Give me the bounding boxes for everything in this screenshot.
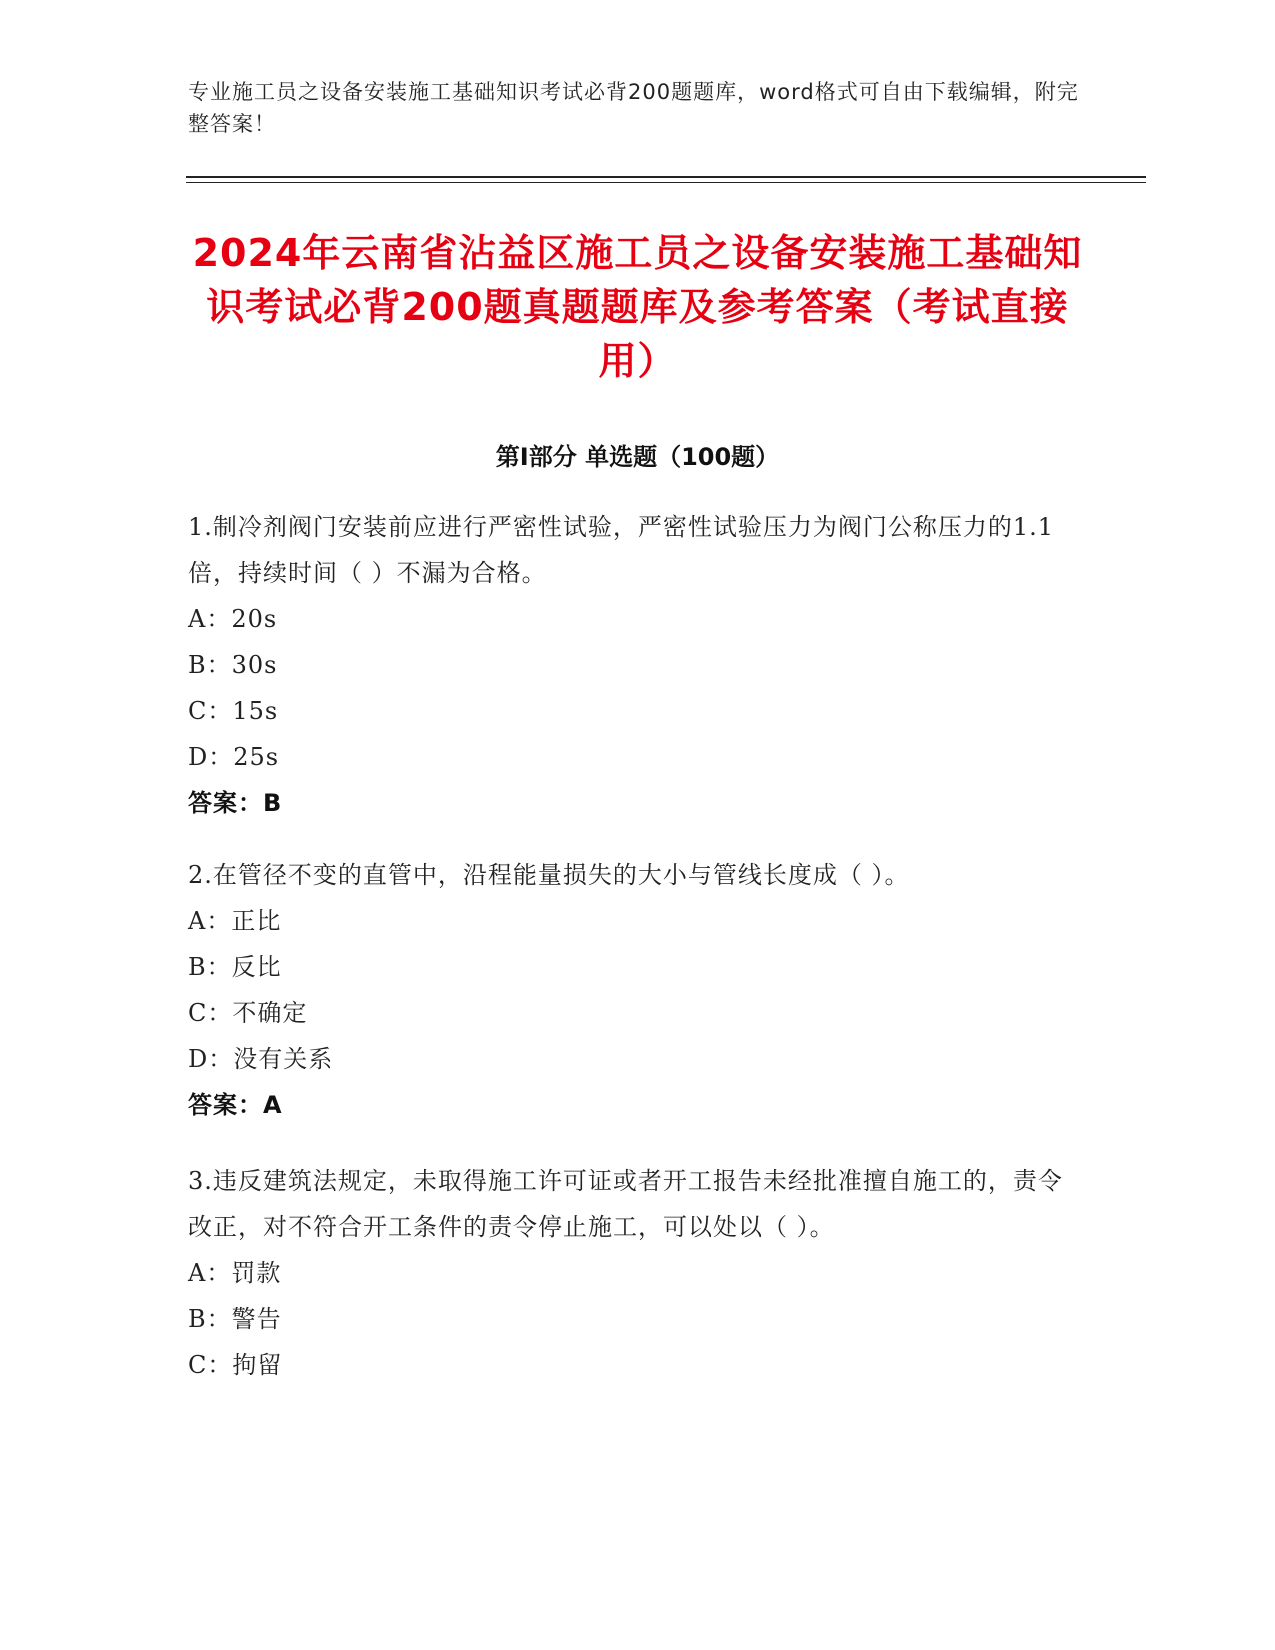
question-2 — [188, 852, 1068, 1128]
answer-label: 答案：A — [188, 1091, 283, 1119]
option-b: B：反比 — [188, 953, 282, 981]
option-c: C：15s — [188, 697, 279, 725]
header-note: 专业施工员之设备安装施工基础知识考试必背200题题库，word格式可自由下载编辑，附完整答案！ — [188, 80, 1079, 136]
option-d: D：没有关系 — [188, 1045, 334, 1073]
option-a: A：罚款 — [188, 1259, 282, 1287]
question-3 — [188, 1158, 1068, 1388]
header-divider-thin — [186, 182, 1146, 183]
option-a: A：正比 — [188, 907, 282, 935]
option-b: B：警告 — [188, 1305, 282, 1333]
question-stem: 2.在管径不变的直管中，沿程能量损失的大小与管线长度成（ ）。 — [188, 861, 910, 889]
question-1 — [188, 504, 1068, 826]
option-a: A：20s — [188, 605, 278, 633]
answer-label: 答案：B — [188, 789, 283, 817]
section-heading: 第I部分 单选题（100题） — [495, 443, 780, 471]
option-b: B：30s — [188, 651, 278, 679]
document-title: 2024年云南省沾益区施工员之设备安装施工基础知识考试必背200题真题题库及参考答案（考试直接用） — [192, 231, 1083, 383]
question-stem: 1.制冷剂阀门安装前应进行严密性试验，严密性试验压力为阀门公称压力的1.1倍，持续时间（ ）不漏为合格。 — [188, 513, 1055, 587]
option-d: D：25s — [188, 743, 280, 771]
option-c: C：不确定 — [188, 999, 308, 1027]
header-divider-thick — [186, 176, 1146, 178]
question-stem: 3.违反建筑法规定，未取得施工许可证或者开工报告未经批准擅自施工的，责令改正，对不符合开工条件的责令停止施工，可以处以（ ）。 — [188, 1167, 1063, 1241]
option-c: C：拘留 — [188, 1351, 283, 1379]
